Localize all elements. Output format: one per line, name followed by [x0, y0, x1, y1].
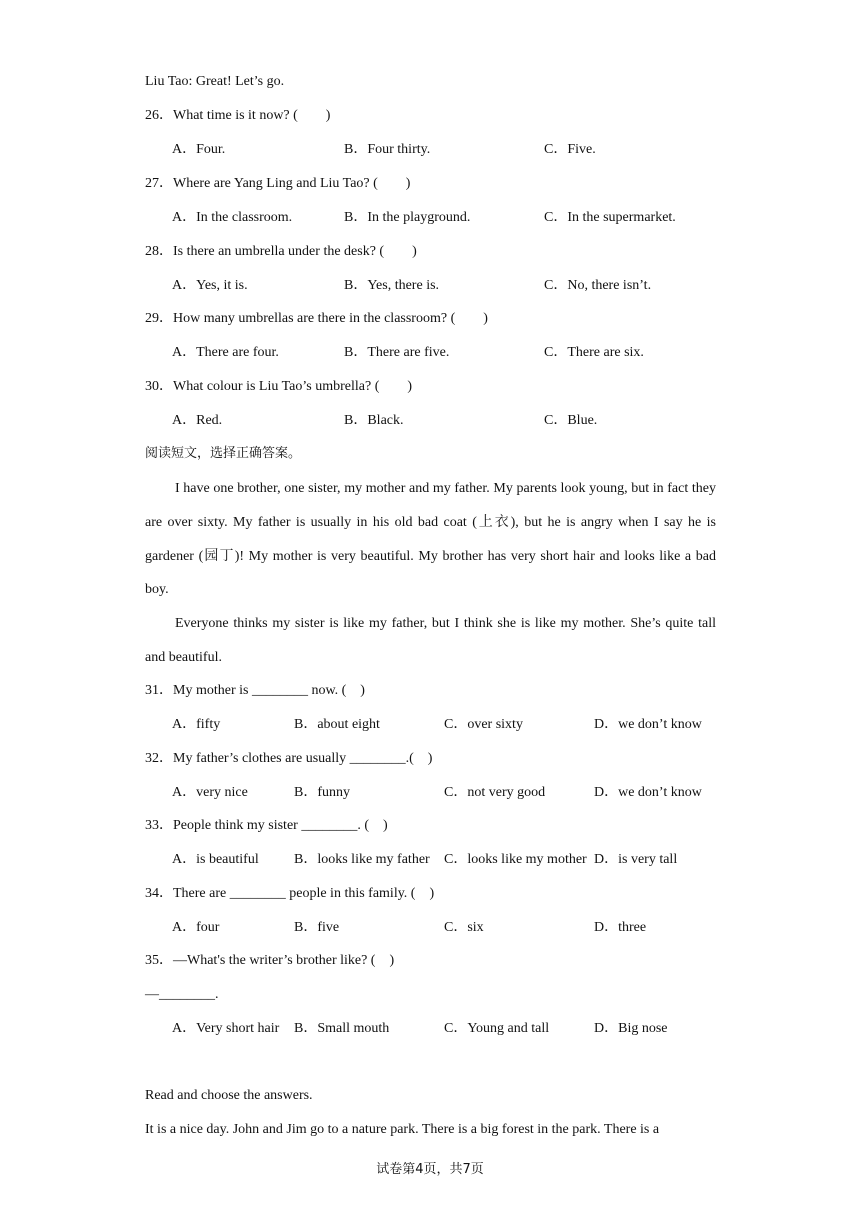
options-27: [172, 208, 772, 228]
option-c[interactable]: C．six: [444, 920, 484, 935]
passage-paragraph-2: Everyone thinks my sister is like my father, but I think she is like my mother. She’s quite tall and beautiful.: [145, 616, 716, 665]
option-c[interactable]: C．Young and tall: [444, 1021, 550, 1036]
option-a[interactable]: A．fifty: [172, 717, 221, 732]
option-a[interactable]: A．Four.: [172, 142, 226, 157]
option-b[interactable]: B．In the playground.: [344, 210, 471, 225]
options-31: [172, 715, 772, 735]
option-b[interactable]: B．funny: [294, 785, 350, 800]
option-b[interactable]: B．Four thirty.: [344, 142, 431, 157]
question-32: 32．My father’s clothes are usually ________.( ): [145, 751, 433, 766]
option-a[interactable]: A．There are four.: [172, 345, 279, 360]
question-27: 27．Where are Yang Ling and Liu Tao? ( ): [145, 176, 411, 191]
option-d[interactable]: D．we don’t know: [594, 717, 702, 732]
option-b[interactable]: B．Black.: [344, 413, 404, 428]
options-33: [172, 850, 772, 870]
page-footer: 试卷第4页，共7页: [376, 1162, 484, 1177]
option-c[interactable]: C．No, there isn’t.: [544, 278, 652, 293]
option-c[interactable]: C．In the supermarket.: [544, 210, 676, 225]
option-a[interactable]: A．four: [172, 920, 220, 935]
option-a[interactable]: A．Yes, it is.: [172, 278, 248, 293]
options-30: [172, 411, 772, 431]
passage-paragraph-1: I have one brother, one sister, my mother and my father. My parents look young, but in fact they are over sixty. My father is usually in his old bad coat (上衣), but he is angry when I say he is gardener (园丁)! My mother is very beautiful. My brother has very short hair and looks like a bad boy.: [145, 481, 716, 598]
options-28: [172, 276, 772, 296]
option-a[interactable]: A．Red.: [172, 413, 223, 428]
option-d[interactable]: D．is very tall: [594, 852, 678, 867]
options-32: [172, 783, 772, 803]
section2-title: Read and choose the answers.: [145, 1088, 313, 1103]
question-30: 30．What colour is Liu Tao’s umbrella? ( ): [145, 379, 413, 394]
dialogue-line: Liu Tao: Great! Let’s go.: [145, 74, 285, 89]
option-c[interactable]: C．looks like my mother: [444, 852, 587, 867]
options-29: [172, 343, 772, 363]
options-34: [172, 918, 772, 938]
options-26: [172, 140, 772, 160]
section2-text: It is a nice day. John and Jim go to a nature park. There is a big forest in the park. There is a: [145, 1122, 660, 1137]
section-title: 阅读短文，选择正确答案。: [145, 446, 302, 461]
question-35: 35．—What's the writer’s brother like? ( ): [145, 953, 395, 968]
option-b[interactable]: B．Yes, there is.: [344, 278, 440, 293]
option-a[interactable]: A．Very short hair: [172, 1021, 280, 1036]
option-d[interactable]: D．we don’t know: [594, 785, 702, 800]
question-33: 33．People think my sister ________. ( ): [145, 818, 388, 833]
question-28: 28．Is there an umbrella under the desk? ( ): [145, 244, 417, 259]
question-34: 34．There are ________ people in this family. ( ): [145, 886, 435, 901]
option-b[interactable]: B．Small mouth: [294, 1021, 390, 1036]
option-a[interactable]: A．In the classroom.: [172, 210, 293, 225]
option-b[interactable]: B．looks like my father: [294, 852, 430, 867]
option-c[interactable]: C．over sixty: [444, 717, 523, 732]
option-d[interactable]: D．three: [594, 920, 647, 935]
answer-blank: —________.: [145, 987, 219, 1002]
option-c[interactable]: C．Five.: [544, 142, 596, 157]
option-a[interactable]: A．is beautiful: [172, 852, 259, 867]
question-26: 26．What time is it now? ( ): [145, 108, 331, 123]
option-c[interactable]: C．There are six.: [544, 345, 644, 360]
option-c[interactable]: C．Blue.: [544, 413, 598, 428]
option-b[interactable]: B．There are five.: [344, 345, 450, 360]
option-c[interactable]: C．not very good: [444, 785, 546, 800]
question-29: 29．How many umbrellas are there in the classroom? ( ): [145, 311, 488, 326]
option-b[interactable]: B．about eight: [294, 717, 380, 732]
option-d[interactable]: D．Big nose: [594, 1021, 668, 1036]
options-35: [172, 1019, 772, 1039]
question-31: 31．My mother is ________ now. ( ): [145, 683, 365, 698]
option-b[interactable]: B．five: [294, 920, 340, 935]
option-a[interactable]: A．very nice: [172, 785, 248, 800]
